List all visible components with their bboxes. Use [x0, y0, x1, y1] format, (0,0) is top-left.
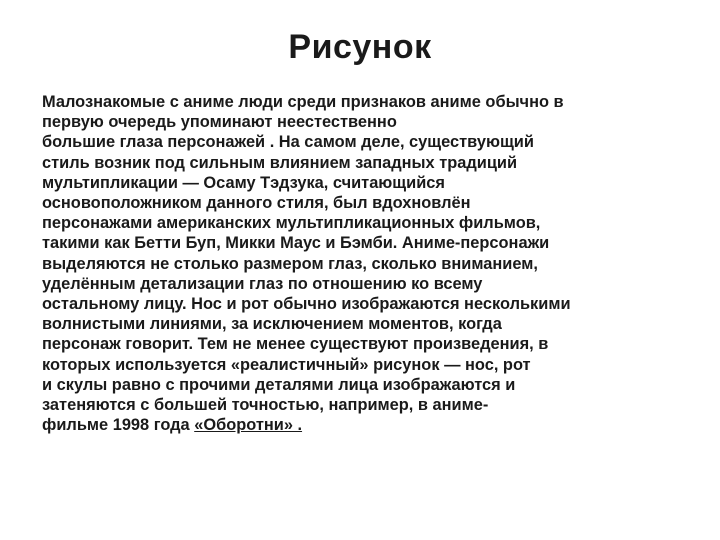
- paragraph-last-line: [42, 415, 682, 435]
- paragraph-line: большие глаза персонажей . На самом деле, существующий: [42, 133, 534, 152]
- paragraph-line: персонаж говорит. Тем не менее существуют произведения, в: [42, 335, 549, 354]
- paragraph-line: остальному лицу. Нос и рот обычно изображаются несколькими: [42, 295, 571, 314]
- paragraph-line: персонажами американских мультипликационных фильмов,: [42, 214, 541, 233]
- paragraph-line: стиль возник под сильным влиянием западных традиций: [42, 153, 518, 172]
- paragraph-line: основоположником данного стиля, был вдохновлён: [42, 194, 471, 213]
- paragraph-line: мультипликации — Осаму Тэдзука, считающийся: [42, 173, 445, 192]
- paragraph-line: такими как Бетти Буп, Микки Маус и Бэмби. Аниме-персонажи: [42, 234, 550, 253]
- paragraph-line: и скулы равно с прочими деталями лица изображаются и: [42, 375, 516, 394]
- paragraph-line: первую очередь упоминают неестественно: [42, 113, 397, 132]
- oborotni-link[interactable]: «Оборотни» .: [194, 416, 303, 435]
- paragraph-line: волнистыми линиями, за исключением моментов, когда: [42, 315, 502, 334]
- paragraph-line: уделённым детализации глаз по отношению ко всему: [42, 274, 483, 293]
- paragraph-line: затеняются с большей точностью, например, в аниме-: [42, 396, 489, 415]
- paragraph-line: выделяются не столько размером глаз, сколько вниманием,: [42, 254, 538, 273]
- paragraph-line: Малознакомые с аниме люди среди признаков аниме обычно в: [42, 93, 564, 111]
- slide-title: Рисунок: [288, 28, 432, 66]
- body-paragraph: [42, 92, 682, 435]
- paragraph-line: которых используется «реалистичный» рисунок — нос, рот: [42, 355, 531, 374]
- last-line-prefix: фильме 1998 года: [42, 416, 195, 435]
